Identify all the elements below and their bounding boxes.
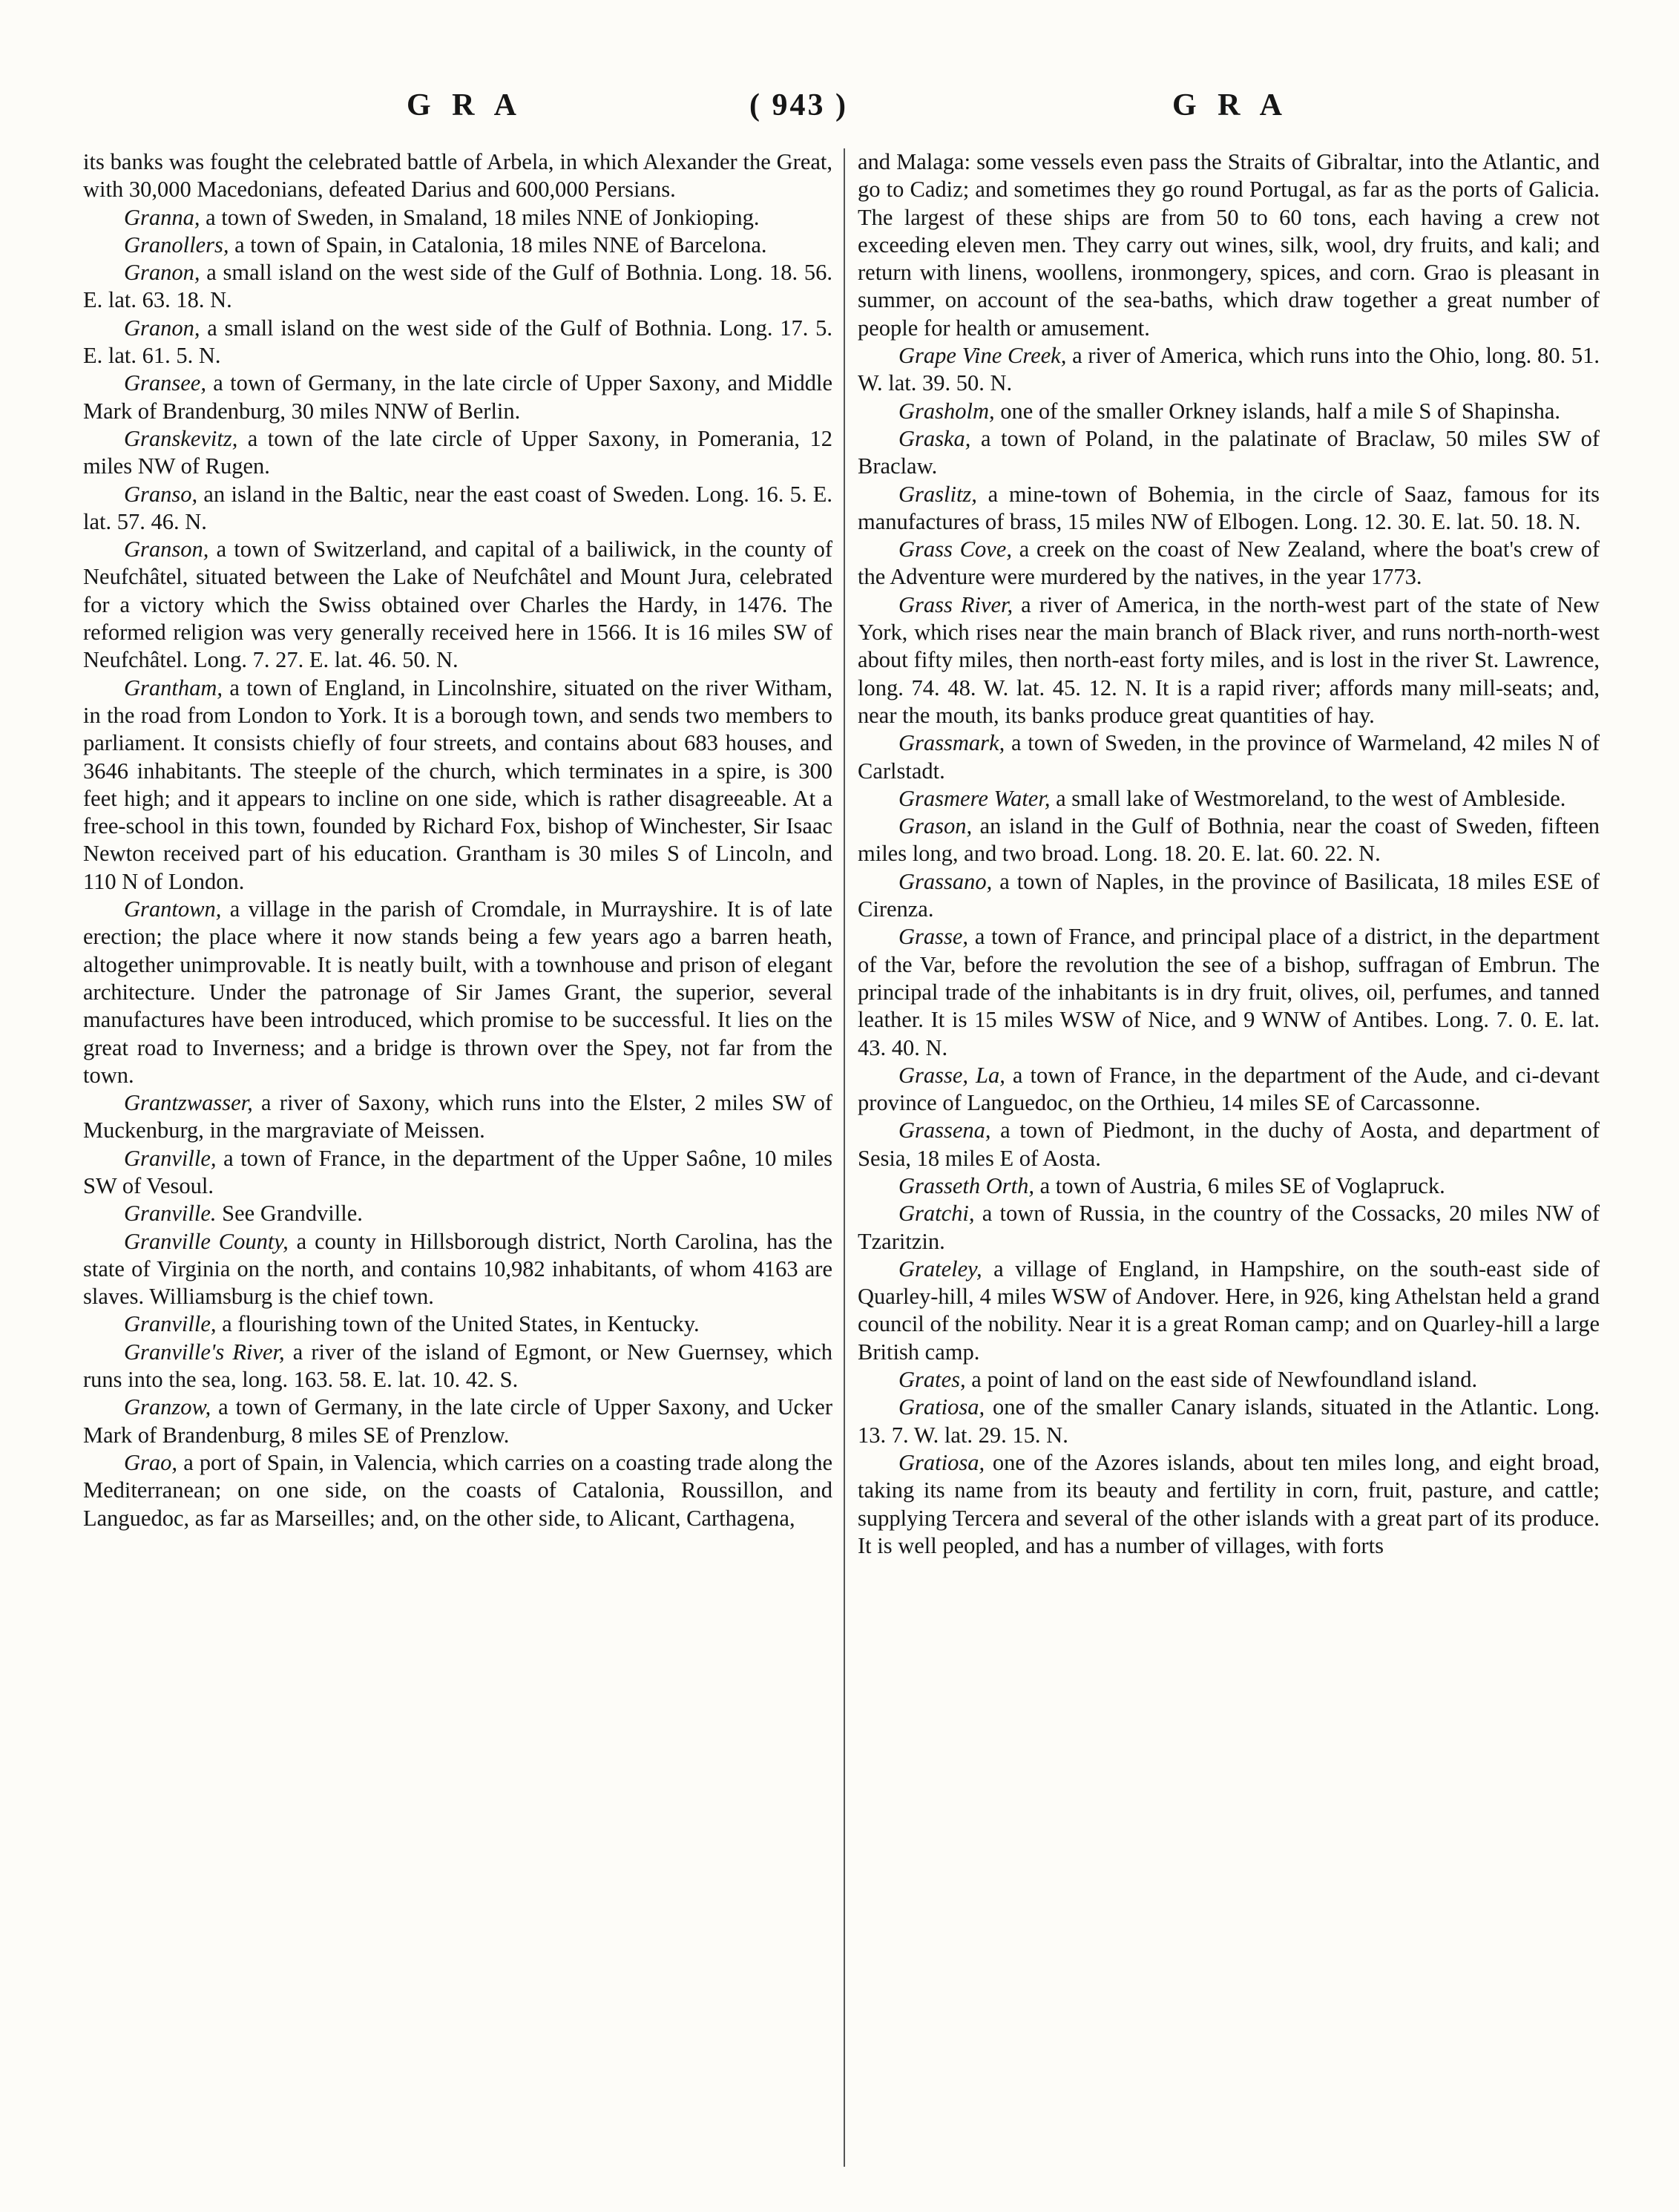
entry-name: Grantham, xyxy=(124,675,223,700)
entry-text: its banks was fought the celebrated battle of Arbela, in which Alexander the Great, with 30,000 Macedonians, defeated Darius and 600,000 Persians. xyxy=(83,149,832,203)
gazetteer-entry xyxy=(83,1339,832,1394)
entry-text: a port of Spain, in Valencia, which carries on a coasting trade along the Mediterranean; on one side, on the coasts of Catalonia, Roussillon, and Languedoc, as far as Marseilles; and, on the other side, to Alicant, Carthagena, xyxy=(83,1449,832,1531)
gazetteer-entry xyxy=(83,1449,832,1532)
entry-text: a mine-town of Bohemia, in the circle of Saaz, famous for its manufactures of brass, 15 miles NW of Elbogen. Long. 12. 30. E. lat. 50. 18. N. xyxy=(858,481,1600,534)
entry-text: a town of Germany, in the late circle of Upper Saxony, and Ucker Mark of Brandenburg, 8 miles SE of Prenzlow. xyxy=(83,1394,832,1448)
gazetteer-entry xyxy=(858,1117,1600,1172)
gazetteer-entry xyxy=(83,1310,832,1338)
entry-name: Grasse, La, xyxy=(898,1062,1005,1088)
entry-text: a small island on the west side of the Gulf of Bothnia. Long. 18. 56. E. lat. 63. 18. N. xyxy=(83,260,832,313)
page-number: ( 943 ) xyxy=(749,88,848,122)
entry-text: a small lake of Westmoreland, to the west of Ambleside. xyxy=(1050,785,1566,811)
entry-text: an island in the Baltic, near the east coast of Sweden. Long. 16. 5. E. lat. 57. 46. N. xyxy=(83,481,832,534)
entry-text: a town of Piedmont, in the duchy of Aosta, and department of Sesia, 18 miles E of Aosta. xyxy=(858,1118,1600,1171)
gazetteer-entry xyxy=(858,923,1600,1061)
entry-name: Grason, xyxy=(898,813,973,839)
gazetteer-entry xyxy=(858,148,1600,342)
entry-name: Grass Cove, xyxy=(898,536,1012,562)
entry-text: a river of America, in the north-west part of the state of New York, which rises near the main branch of Black river, and runs north-north-west about fifty miles, then north-east forty miles, and is lost in the river St. Lawrence, long. 74. 48. W. lat. 45. 12. N. It is a rapid river; affords many mill-seats; and, near the mouth, its banks produce great quantities of hay. xyxy=(858,591,1600,728)
entry-text: a town of Sweden, in Smaland, 18 miles NNE of Jonkioping. xyxy=(200,204,760,230)
entry-text: a town of England, in Lincolnshire, situated on the river Witham, in the road from London to York. It is a borough town, and sends two members to parliament. It consists chiefly of four streets, and contains about 683 houses, and 3646 inhabitants. The steeple of the church, which terminates in a spire, is 300 feet high; and it appears to incline on one side, which is rather disagreeable. At a free-school in this town, founded by Richard Fox, bishop of Winchester, Sir Isaac Newton received part of his education. Grantham is 30 miles S of Lincoln, and 110 N of London. xyxy=(83,675,832,894)
entry-name: Grassena, xyxy=(898,1118,991,1143)
entry-name: Granson, xyxy=(124,536,209,562)
gazetteer-entry xyxy=(858,1394,1600,1449)
entry-text: a village of England, in Hampshire, on the south-east side of Quarley-hill, 4 miles WSW of Andover. Here, in 926, king Athelstan held a grand council of the nobility. Near it is a great Roman camp; and on Quarley-hill a large British camp. xyxy=(858,1256,1600,1365)
gazetteer-entry xyxy=(858,813,1600,868)
entry-name: Granon, xyxy=(124,315,200,341)
right-column xyxy=(858,148,1600,1560)
gazetteer-entry xyxy=(83,896,832,1089)
gazetteer-entry xyxy=(858,536,1600,591)
entry-name: Granville, xyxy=(124,1311,217,1337)
entry-text: a town of Poland, in the palatinate of Braclaw, 50 miles SW of Braclaw. xyxy=(858,425,1600,479)
entry-text: See Grandville. xyxy=(216,1201,363,1227)
gazetteer-entry xyxy=(858,729,1600,785)
header-right: G R A xyxy=(1172,88,1289,122)
entry-name: Gratiosa, xyxy=(898,1394,985,1420)
entry-name: Granon, xyxy=(124,260,200,286)
entry-text: a small island on the west side of the Gulf of Bothnia. Long. 17. 5. E. lat. 61. 5. N. xyxy=(83,315,832,369)
entry-text: a town of Sweden, in the province of Warmeland, 42 miles N of Carlstadt. xyxy=(858,730,1600,784)
entry-name: Grassmark, xyxy=(898,730,1005,756)
gazetteer-entry xyxy=(858,1172,1600,1200)
gazetteer-entry xyxy=(83,204,832,232)
header-left: G R A xyxy=(407,88,524,122)
entry-text: one of the smaller Orkney islands, half a mile S of Shapinsha. xyxy=(994,398,1560,424)
entry-text: one of the smaller Canary islands, situated in the Atlantic. Long. 13. 7. W. lat. 29. 15. N. xyxy=(858,1394,1600,1448)
gazetteer-entry xyxy=(83,536,832,674)
entry-text: a town of France, and principal place of a district, in the department of the Var, before the revolution the see of a bishop, suffragan of Embrun. The principal trade of the inhabitants is in dry fruit, olives, oil, perfumes, and tanned leather. It is 15 miles WSW of Nice, and 9 WNW of Antibes. Long. 7. 0. E. lat. 43. 40. N. xyxy=(858,924,1600,1060)
gazetteer-entry xyxy=(83,675,832,896)
entry-text: a town of France, in the department of the Aude, and ci-devant province of Languedoc, on the Orthieu, 14 miles SE of Carcassonne. xyxy=(858,1062,1600,1116)
entry-text: a river of Saxony, which runs into the Elster, 2 miles SW of Muckenburg, in the margraviate of Meissen. xyxy=(83,1090,832,1143)
entry-name: Grasseth Orth, xyxy=(898,1172,1035,1198)
entry-text: a point of land on the east side of Newfoundland island. xyxy=(965,1367,1478,1393)
gazetteer-entry xyxy=(858,398,1600,425)
entry-name: Granville's River, xyxy=(124,1339,285,1365)
running-header xyxy=(0,88,1679,132)
entry-name: Grassano, xyxy=(898,868,993,894)
entry-name: Granville. xyxy=(124,1201,217,1227)
entry-name: Gratchi, xyxy=(898,1201,975,1227)
gazetteer-entry xyxy=(83,148,832,204)
gazetteer-entry xyxy=(858,425,1600,481)
entry-name: Grasholm, xyxy=(898,398,995,424)
gazetteer-entry xyxy=(858,868,1600,924)
gazetteer-entry xyxy=(83,1394,832,1449)
entry-name: Graslitz, xyxy=(898,481,977,507)
gazetteer-entry xyxy=(858,481,1600,536)
left-column xyxy=(83,148,832,1532)
entry-text: a town of Spain, in Catalonia, 18 miles NNE of Barcelona. xyxy=(229,232,767,257)
entry-name: Grass River, xyxy=(898,591,1013,617)
gazetteer-entry xyxy=(858,342,1600,398)
entry-text: a river of America, which runs into the Ohio, long. 80. 51. W. lat. 39. 50. N. xyxy=(858,343,1600,396)
entry-text: and Malaga: some vessels even pass the Straits of Gibraltar, into the Atlantic, and go to Cadiz; and sometimes they go round Portugal, as far as the ports of Galicia. The largest of these ships are from 50 to 60 tons, each having a crew not exceeding eleven men. They carry out wines, silk, wool, dry fruits, and kali; and return with linens, woollens, ironmongery, spices, and corn. Grao is pleasant in summer, on account of the sea-baths, which draw together a great number of people for health or amusement. xyxy=(858,149,1600,341)
entry-text: a town of Germany, in the late circle of Upper Saxony, and Middle Mark of Brandenburg, 30 miles NNW of Berlin. xyxy=(83,370,832,424)
entry-name: Grateley, xyxy=(898,1256,982,1281)
entry-name: Grantzwasser, xyxy=(124,1090,253,1116)
gazetteer-entry xyxy=(858,1062,1600,1118)
entry-name: Granzow, xyxy=(124,1394,211,1420)
gazetteer-entry xyxy=(858,785,1600,813)
entry-text: a village in the parish of Cromdale, in Murrayshire. It is of late erection; the place where it now stands being a few years ago a barren heath, altogether unimprovable. It is neatly built, with a townhouse and prison of elegant architecture. Under the patronage of Sir James Grant, the superior, several manufactures have been introduced, which promise to be successful. It lies on the great road to Inverness; and a bridge is thrown over the Spey, not far from the town. xyxy=(83,896,832,1088)
entry-text: a town of Naples, in the province of Basilicata, 18 miles ESE of Cirenza. xyxy=(858,868,1600,922)
gazetteer-entry xyxy=(858,1366,1600,1394)
gazetteer-entry xyxy=(83,259,832,315)
entry-text: a town of the late circle of Upper Saxony, in Pomerania, 12 miles NW of Rugen. xyxy=(83,425,832,479)
entry-text: a town of Austria, 6 miles SE of Voglapruck. xyxy=(1034,1172,1445,1198)
entry-name: Grape Vine Creek, xyxy=(898,343,1067,369)
entry-name: Granskevitz, xyxy=(124,425,238,451)
column-divider xyxy=(844,148,845,2167)
entry-name: Grasmere Water, xyxy=(898,785,1051,811)
gazetteer-entry xyxy=(858,591,1600,729)
entry-name: Granville County, xyxy=(124,1228,289,1254)
gazetteer-entry xyxy=(83,315,832,370)
entry-text: a county in Hillsborough district, North Carolina, has the state of Virginia on the north, and contains 10,982 inhabitants, of whom 4163 are slaves. Williamsburg is the chief town. xyxy=(83,1228,832,1310)
entry-name: Granville, xyxy=(124,1145,217,1171)
entry-name: Grates, xyxy=(898,1367,966,1393)
entry-text: a river of the island of Egmont, or New Guernsey, which runs into the sea, long. 163. 58. E. lat. 10. 42. S. xyxy=(83,1339,832,1393)
entry-name: Gransee, xyxy=(124,370,206,396)
gazetteer-entry xyxy=(83,1228,832,1311)
gazetteer-entry xyxy=(83,232,832,259)
entry-text: an island in the Gulf of Bothnia, near the coast of Sweden, fifteen miles long, and two broad. Long. 18. 20. E. lat. 60. 22. N. xyxy=(858,813,1600,867)
entry-text: a town of France, in the department of the Upper Saône, 10 miles SW of Vesoul. xyxy=(83,1145,832,1198)
entry-name: Granollers, xyxy=(124,232,229,257)
gazetteer-entry xyxy=(858,1449,1600,1560)
gazetteer-entry xyxy=(83,481,832,536)
gazetteer-entry xyxy=(83,1145,832,1201)
entry-name: Granso, xyxy=(124,481,198,507)
gazetteer-entry xyxy=(83,1200,832,1227)
gazetteer-entry xyxy=(83,370,832,425)
gazetteer-entry xyxy=(83,425,832,481)
gazetteer-entry xyxy=(858,1256,1600,1366)
entry-text: a creek on the coast of New Zealand, where the boat's crew of the Adventure were murdered by the natives, in the year 1773. xyxy=(858,536,1600,590)
entry-name: Granna, xyxy=(124,204,200,230)
entry-name: Grasse, xyxy=(898,924,969,950)
entry-name: Gratiosa, xyxy=(898,1449,985,1475)
entry-text: a flourishing town of the United States, in Kentucky. xyxy=(216,1311,700,1337)
entry-name: Grao, xyxy=(124,1449,178,1475)
gazetteer-entry xyxy=(83,1089,832,1145)
entry-text: one of the Azores islands, about ten miles long, and eight broad, taking its name from its beauty and fertility in corn, fruit, pasture, and cattle; supplying Tercera and several of the other islands with a great part of its produce. It is well peopled, and has a number of villages, with forts xyxy=(858,1449,1600,1558)
entry-text: a town of Russia, in the country of the Cossacks, 20 miles NW of Tzaritzin. xyxy=(858,1201,1600,1254)
entry-name: Grantown, xyxy=(124,896,222,922)
entry-name: Graska, xyxy=(898,425,971,451)
entry-text: a town of Switzerland, and capital of a bailiwick, in the county of Neufchâtel, situated between the Lake of Neufchâtel and Mount Jura, celebrated for a victory which the Swiss obtained over Charles the Hardy, in 1476. The reformed religion was very generally received here in 1566. It is 16 miles SW of Neufchâtel. Long. 7. 27. E. lat. 46. 50. N. xyxy=(83,536,832,673)
gazetteer-entry xyxy=(858,1200,1600,1256)
